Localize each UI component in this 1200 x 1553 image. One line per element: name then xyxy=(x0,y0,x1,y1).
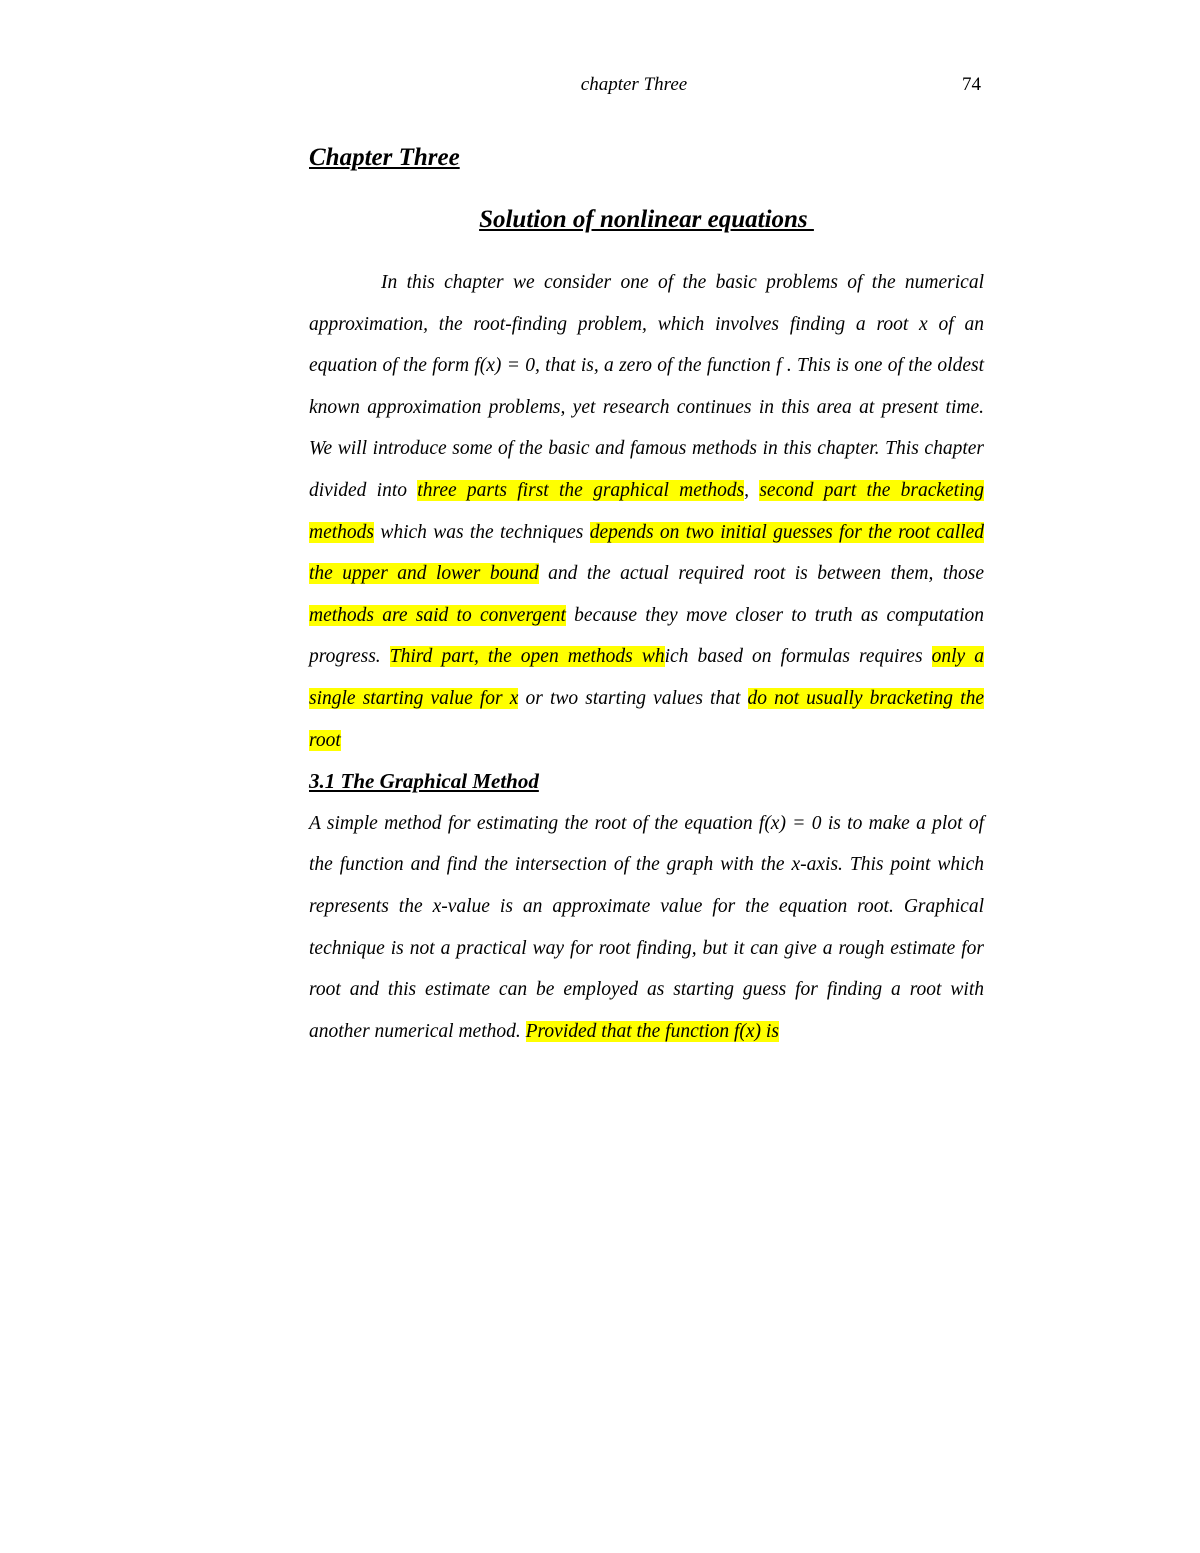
page-number: 74 xyxy=(962,74,981,95)
intro-text: which was the techniques xyxy=(374,521,590,543)
intro-text: or two starting values that xyxy=(518,687,748,709)
highlighted-text: only a single starting value for x xyxy=(309,646,984,709)
section-3-1-paragraph xyxy=(309,803,984,1053)
intro-text: ich based on formulas requires xyxy=(664,646,932,668)
highlighted-text: methods are said to convergent xyxy=(309,604,566,626)
highlighted-text: Third part, the open methods wh xyxy=(389,646,665,668)
intro-text: In this chapter we consider one of the basic problems of the numerical approximation, the root-finding problem, which involves finding a root x of an equation of the form f(x) = 0, that is, a zero of the function f . This is one of the oldest known approximation problems, yet research continues in this area at present time. We will introduce some of the basic and famous methods in this chapter. This chapter divided into xyxy=(309,272,984,501)
section-heading-3-1: 3.1 The Graphical Method xyxy=(309,769,539,794)
highlighted-text: do not usually bracketing the root xyxy=(309,687,984,751)
section-text: A simple method for estimating the root of the equation f(x) = 0 is to make a plot of the function and find the intersection of the graph with the x-axis. This point which represents the x-value is an approximate value for the equation root. Graphical technique is not a practical way for root finding, but it can give a rough estimate for root and this estimate can be employed as starting guess for finding a root with another numerical method. xyxy=(309,812,984,1042)
intro-text: and the actual required root is between them, those xyxy=(538,563,985,585)
highlighted-text: Provided that the function f(x) is xyxy=(525,1020,779,1042)
running-header xyxy=(0,74,1200,102)
intro-paragraph xyxy=(309,262,984,761)
chapter-heading: Chapter Three xyxy=(309,144,460,171)
chapter-title: Solution of nonlinear equations xyxy=(479,206,814,233)
highlighted-text: three parts first the graphical methods xyxy=(417,479,745,501)
highlighted-text: second part the bracketing methods xyxy=(309,479,985,543)
intro-text: because they move closer to truth as computation progress. xyxy=(309,604,985,668)
intro-text: , xyxy=(744,479,760,501)
running-header-title: chapter Three xyxy=(580,74,688,95)
page-body xyxy=(309,140,984,1052)
highlighted-text: depends on two initial guesses for the root called the upper and lower bound xyxy=(309,521,984,585)
